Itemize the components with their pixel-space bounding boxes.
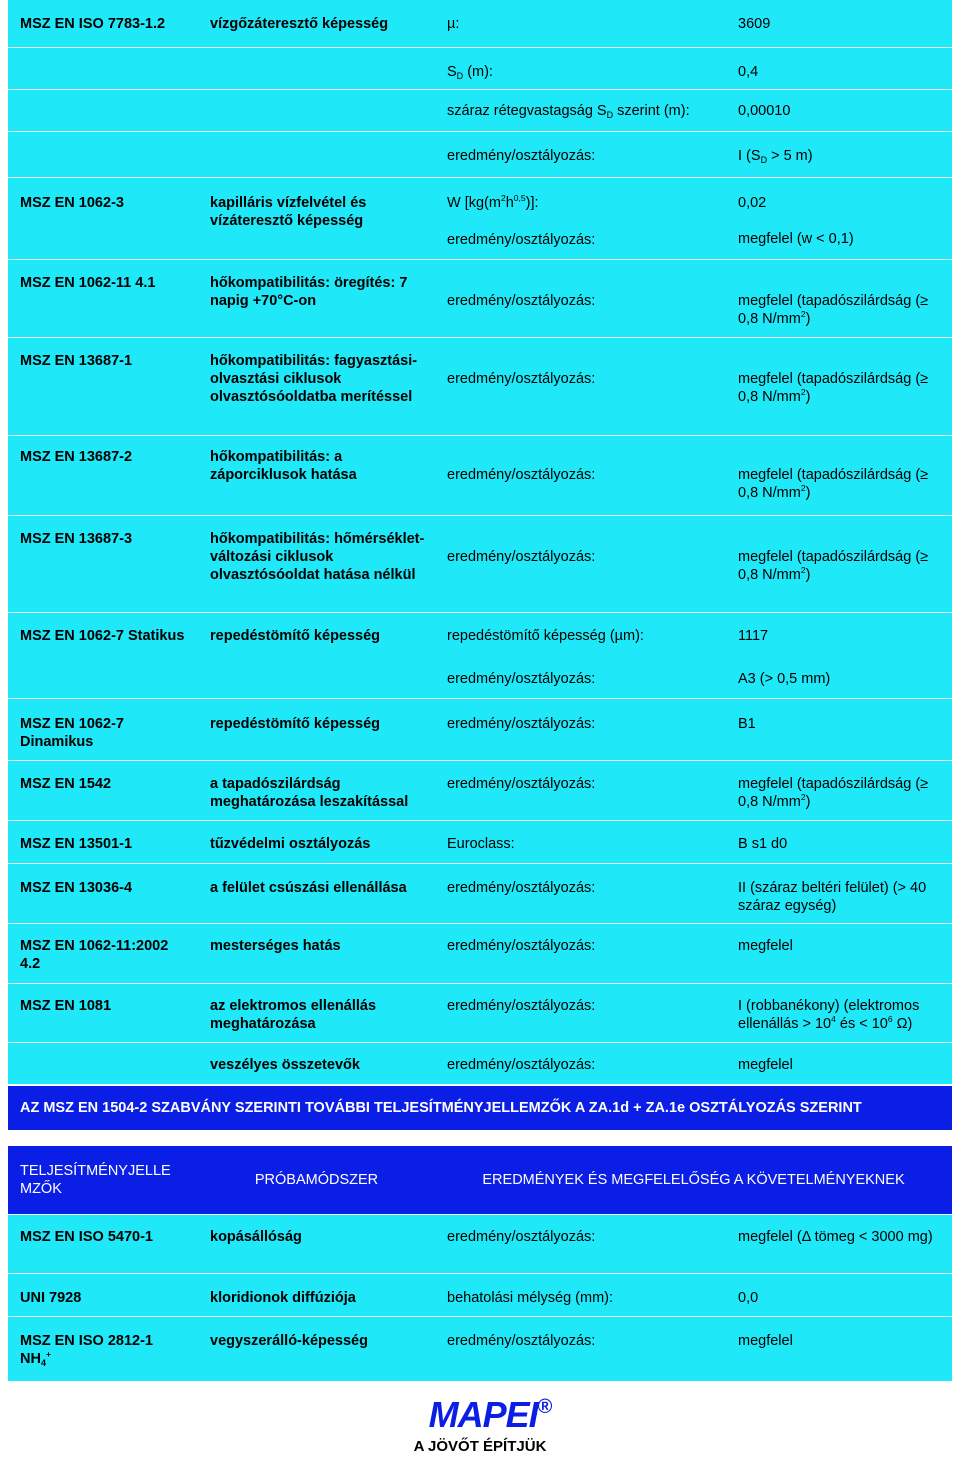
- measure-cell: Euroclass:: [447, 836, 515, 852]
- table-row: [8, 436, 952, 516]
- standard-cell: MSZ EN 13687-3: [20, 531, 133, 547]
- result-cell: megfelel (tapadószilárdság (≥ 0,8 $N/mm^2$): [738, 371, 929, 405]
- table-row: [8, 761, 952, 821]
- table-row: [8, 0, 952, 48]
- result-cell: megfelel (tapadószilárdság (≥ 0,8 $N/mm^2$): [738, 549, 929, 583]
- table-row: [8, 699, 952, 761]
- result-cell: 0,0: [738, 1290, 759, 1306]
- result-cell: megfelel (tapadószilárdság (≥ 0,8 $N/mm^2$): [738, 776, 929, 810]
- standard-cell: MSZ EN ISO 2812-1 $NH_4^+$: [20, 1333, 153, 1368]
- measure-cell: eredmény/osztályozás:: [447, 371, 596, 387]
- result-cell: megfelel: [738, 1333, 793, 1349]
- table-row: [8, 924, 952, 984]
- measure-cell: eredmény/osztályozás:: [447, 998, 596, 1014]
- measure-label: eredmény/osztályozás:: [447, 671, 596, 687]
- standard-cell: MSZ EN 1062-7 Statikus: [20, 628, 185, 644]
- property-cell: [198, 48, 435, 89]
- standard-cell: [8, 90, 198, 131]
- result-cell: 0,00010: [738, 103, 791, 119]
- standard-cell: MSZ EN ISO 5470-1: [20, 1229, 153, 1245]
- standard-cell: MSZ EN 13036-4: [20, 880, 133, 896]
- section-banner: AZ MSZ EN 1504-2 SZABVÁNY SZERINTI TOVÁBBI TELJESÍTMÉNYJELLEMZŐK A ZA.1d + ZA.1e OSZTÁLYOZÁS SZERINT: [8, 1086, 952, 1130]
- measure-cell: eredmény/osztályozás:: [447, 880, 596, 896]
- standard-cell: [8, 132, 198, 177]
- result-value: A3 (> 0,5 mm): [738, 671, 831, 687]
- property-cell: mesterséges hatás: [210, 938, 341, 954]
- property-cell: repedéstömítő képesség: [210, 628, 381, 644]
- property-cell: kapilláris vízfelvétel és vízáteresztő képesség: [210, 195, 367, 229]
- standard-cell: MSZ EN 1542: [20, 776, 112, 792]
- table-row: [8, 984, 952, 1043]
- property-cell: [198, 90, 435, 131]
- result-cell: I ($S_D > 5$ m): [738, 148, 813, 165]
- standard-cell: [8, 48, 198, 89]
- result-cell: megfelel (tapadószilárdság (≥ 0,8 $N/mm^2$): [738, 293, 929, 327]
- property-cell: hőkompatibilitás: a záporciklusok hatása: [210, 449, 357, 483]
- measure-cell: eredmény/osztályozás:: [447, 776, 596, 792]
- property-cell: a felület csúszási ellenállása: [210, 880, 407, 896]
- result-cell: 0,4: [738, 64, 759, 80]
- property-cell: hőkompatibilitás: öregítés: 7 napig +70°C-on: [210, 275, 408, 309]
- result-value: 0,02: [738, 195, 767, 211]
- measure-cell: eredmény/osztályozás:: [447, 1229, 596, 1245]
- property-cell: vízgőzáteresztő képesség: [210, 16, 389, 32]
- property-cell: hőkompatibilitás: fagyasztási-olvasztási ciklusok olvasztósóoldatba merítéssel: [210, 353, 418, 405]
- table-row: [8, 613, 952, 699]
- table-row: [8, 1274, 952, 1317]
- measure-cell: eredmény/osztályozás:: [447, 1333, 596, 1349]
- table-row: [8, 821, 952, 864]
- result-cell: 3609: [738, 16, 771, 32]
- measure-label: eredmény/osztályozás:: [447, 232, 596, 248]
- measure-cell: behatolási mélység (mm):: [447, 1290, 613, 1306]
- performance-sheet: [8, 0, 952, 1381]
- table-row: [8, 1043, 952, 1084]
- standard-cell: [8, 1043, 198, 1084]
- property-cell: tűzvédelmi osztályozás: [210, 836, 371, 852]
- result-value: megfelel (w < 0,1): [738, 231, 854, 247]
- property-cell: veszélyes összetevők: [210, 1057, 360, 1073]
- performance-table-2: [8, 1214, 952, 1381]
- property-cell: vegyszerálló-képesség: [210, 1333, 368, 1349]
- logo-wordmark: MAPEI®: [428, 1394, 552, 1435]
- property-cell: repedéstömítő képesség: [210, 716, 381, 732]
- measure-cell: eredmény/osztályozás:: [447, 549, 596, 565]
- table-row: [8, 132, 952, 178]
- standard-cell: MSZ EN 1062-7 Dinamikus: [20, 716, 124, 750]
- standard-cell: MSZ EN 13501-1: [20, 836, 133, 852]
- result-cell: [726, 613, 952, 698]
- table-row: [8, 1214, 952, 1274]
- header-test-method: PRÓBAMÓDSZER: [254, 1172, 379, 1188]
- measure-cell: eredmény/osztályozás:: [447, 1057, 596, 1073]
- measure-cell: eredmény/osztályozás:: [447, 938, 596, 954]
- measure-cell: W $[kg(m^2h^{0,5})]$: eredmény/osztályozás:: [435, 178, 726, 259]
- measure-cell: $S_D$ (m):: [447, 64, 493, 81]
- table-row: [8, 864, 952, 924]
- result-cell: B s1 d0: [738, 836, 788, 852]
- result-cell: megfelel (tapadószilárdság (≥ 0,8 $N/mm^2$): [738, 467, 929, 501]
- standard-cell: MSZ EN 1062-11:2002 4.2: [20, 938, 169, 972]
- table-row: [8, 338, 952, 436]
- registered-mark-icon: ®: [537, 1396, 552, 1418]
- performance-table: [8, 0, 952, 1084]
- measure-cell: eredmény/osztályozás:: [447, 467, 596, 483]
- standard-cell: MSZ EN 1062-3: [20, 195, 124, 211]
- property-cell: [198, 132, 435, 177]
- property-cell: hőkompatibilitás: hőmérséklet-változási ciklusok olvasztósóoldat hatása nélkül: [210, 531, 425, 583]
- table-header: [8, 1146, 952, 1214]
- property-cell: kopásállóság: [210, 1229, 302, 1245]
- result-cell: megfelel: [738, 938, 793, 954]
- result-value: 1117: [738, 628, 769, 644]
- standard-cell: MSZ EN ISO 7783-1.2: [20, 16, 166, 32]
- standard-cell: MSZ EN 13687-2: [20, 449, 133, 465]
- result-cell: I (robbanékony) (elektromos ellenállás > $10^4$ és < $10^6$ Ω): [738, 998, 920, 1032]
- result-cell: II (száraz beltéri felület) (> 40 száraz egység): [738, 880, 927, 914]
- property-cell: a tapadószilárdság meghatározása leszakítással: [210, 776, 409, 810]
- measure-cell: eredmény/osztályozás:: [447, 148, 596, 164]
- standard-cell: MSZ EN 1062-11 4.1: [20, 275, 156, 291]
- table-row: [8, 260, 952, 338]
- mapei-logo: [0, 1396, 960, 1455]
- property-cell: az elektromos ellenállás meghatározása: [210, 998, 377, 1032]
- logo-tagline: A JÖVŐT ÉPÍTJÜK: [413, 1438, 547, 1455]
- table-row: [8, 1317, 952, 1381]
- measure-cell: eredmény/osztályozás:: [447, 716, 596, 732]
- measure-cell: száraz rétegvastagság $S_D$ szerint (m):: [447, 103, 690, 120]
- measure-label: repedéstömítő képesség (µm):: [447, 628, 644, 644]
- result-cell: megfelel (Δ tömeg < 3000 mg): [738, 1229, 933, 1245]
- standard-cell: UNI 7928: [20, 1290, 82, 1306]
- header-performance: TELJESÍTMÉNYJELLE MZŐK: [20, 1163, 171, 1197]
- measure-cell: µ:: [447, 16, 460, 32]
- standard-cell: MSZ EN 13687-1: [20, 353, 133, 369]
- table-row: [8, 516, 952, 613]
- table-row: [8, 48, 952, 90]
- result-cell: megfelel: [738, 1057, 793, 1073]
- standard-cell: MSZ EN 1081: [20, 998, 112, 1014]
- spacer: [8, 1130, 952, 1146]
- measure-cell: eredmény/osztályozás:: [447, 293, 596, 309]
- measure-cell: [435, 613, 726, 698]
- result-cell: B1: [738, 716, 756, 732]
- result-cell: [726, 178, 952, 259]
- property-cell: kloridionok diffúziója: [210, 1290, 356, 1306]
- table-row: [8, 90, 952, 132]
- table-row: [8, 178, 952, 260]
- header-results: EREDMÉNYEK ÉS MEGFELELŐSÉG A KÖVETELMÉNYEKNEK: [482, 1172, 905, 1188]
